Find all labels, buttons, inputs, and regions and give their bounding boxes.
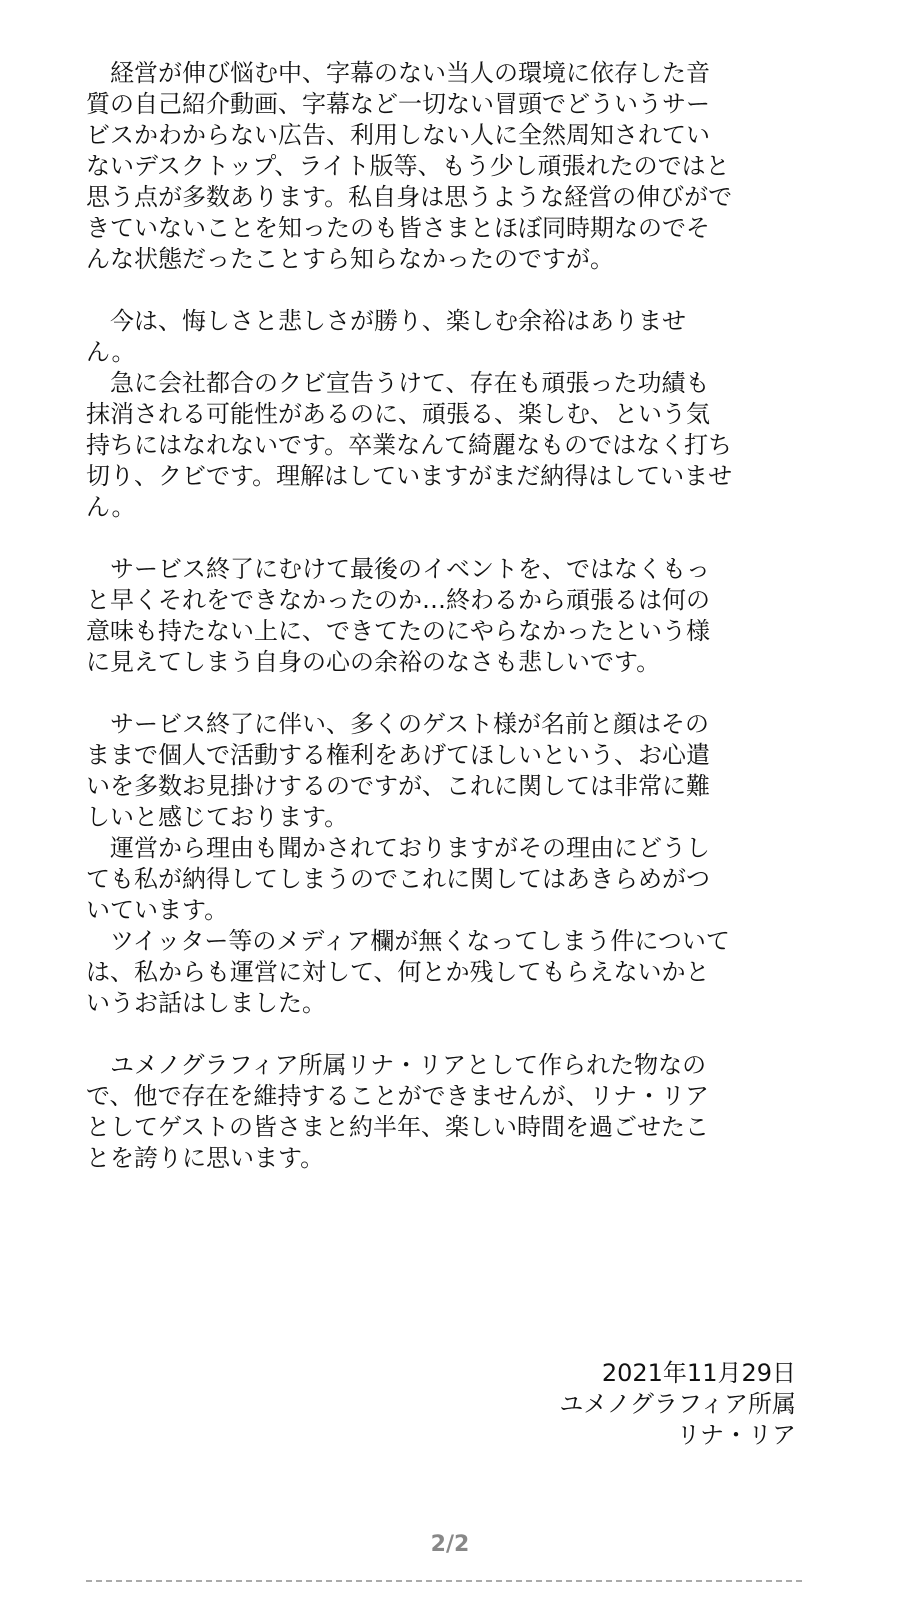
text-line: 思う点が多数あります。私自身は思うような経営の伸びがで: [86, 183, 733, 211]
text-line: に見えてしまう自身の心の余裕のなさも悲しいです。: [86, 648, 661, 676]
page-divider: [86, 1580, 802, 1582]
text-line: は、私からも運営に対して、何とか残してもらえないかと: [86, 958, 710, 986]
signature-affiliation: ユメノグラフィア所属: [559, 1390, 796, 1418]
paragraph-3: [86, 554, 802, 678]
text-line: としてゲストの皆さまと約半年、楽しい時間を過ごせたこ: [86, 1113, 710, 1141]
letter-body: [86, 58, 802, 1205]
text-line: とを誇りに思います。: [86, 1144, 325, 1172]
text-line: サービス終了に伴い、多くのゲスト様が名前と顔はその: [86, 710, 710, 738]
text-line: ても私が納得してしまうのでこれに関してはあきらめがつ: [86, 865, 710, 893]
text-line: いを多数お見掛けするのですが、これに関しては非常に難: [86, 772, 710, 800]
text-line: ん。: [86, 493, 136, 521]
text-line: いうお話はしました。: [86, 989, 326, 1017]
text-line: 意味も持たない上に、できてたのにやらなかったという様: [86, 617, 710, 645]
text-line: きていないことを知ったのも皆さまとほぼ同時期なのでそ: [86, 214, 710, 242]
text-line: 抹消される可能性があるのに、頑張る、楽しむ、という気: [86, 400, 710, 428]
paragraph-4: [86, 709, 802, 1019]
text-line: ん。: [86, 338, 136, 366]
signature-date: 2021年11月29日: [601, 1359, 796, 1387]
text-line: ままで個人で活動する権利をあげてほしいという、お心遣: [86, 741, 710, 769]
text-line: いています。: [86, 896, 229, 924]
text-line: 切り、クビです。理解はしていますがまだ納得はしていませ: [86, 462, 733, 490]
text-line: と早くそれをできなかったのか…終わるから頑張るは何の: [86, 586, 710, 614]
text-line: 運営から理由も聞かされておりますがその理由にどうし: [86, 834, 710, 862]
paragraph-5: [86, 1050, 802, 1174]
paragraph-2: [86, 306, 802, 523]
signature-name: リナ・リア: [676, 1421, 796, 1449]
text-line: しいと感じております。: [86, 803, 349, 831]
text-line: ユメノグラフィア所属リナ・リアとして作られた物なの: [86, 1051, 707, 1079]
text-line: 持ちにはなれないです。卒業なんて綺麗なものではなく打ち: [86, 431, 733, 459]
text-line: 急に会社都合のクビ宣告うけて、存在も頑張った功績も: [86, 369, 710, 397]
text-line: サービス終了にむけて最後のイベントを、ではなくもっ: [86, 555, 710, 583]
text-line: ないデスクトップ、ライト版等、もう少し頑張れたのではと: [86, 152, 730, 180]
text-line: 今は、悔しさと悲しさが勝り、楽しむ余裕はありませ: [86, 307, 686, 335]
text-line: で、他で存在を維持することができませんが、リナ・リア: [86, 1082, 710, 1110]
text-line: 経営が伸び悩む中、字幕のない当人の環境に依存した音: [86, 59, 710, 87]
text-line: ビスかわからない広告、利用しない人に全然周知されてい: [86, 121, 710, 149]
text-line: ツイッター等のメディア欄が無くなってしまう件について: [86, 927, 730, 955]
paragraph-1: [86, 58, 802, 275]
signature-block: [559, 1358, 796, 1451]
text-line: んな状態だったことすら知らなかったのですが。: [86, 245, 614, 273]
text-line: 質の自己紹介動画、字幕など一切ない冒頭でどういうサー: [86, 90, 710, 118]
page-number: 2/2: [430, 1532, 470, 1557]
